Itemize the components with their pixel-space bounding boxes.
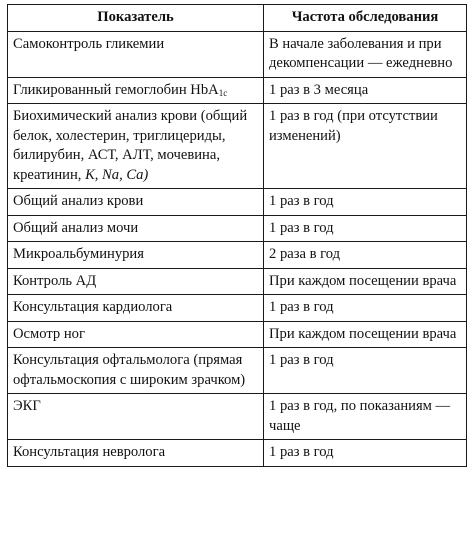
table-row xyxy=(8,321,467,348)
table-body xyxy=(8,31,467,466)
table-row xyxy=(8,394,467,440)
indicator-cell: Консультация кардиолога xyxy=(8,295,264,322)
frequency-cell: При каждом посещении врача xyxy=(264,268,467,295)
header-row xyxy=(8,5,467,32)
table-row xyxy=(8,77,467,104)
indicator-cell: Консультация невролога xyxy=(8,440,264,467)
indicator-cell: ЭКГ xyxy=(8,394,264,440)
indicator-cell xyxy=(8,104,264,189)
indicator-italic-text: К, Na, Ca) xyxy=(85,166,149,183)
indicator-cell: Общий анализ мочи xyxy=(8,215,264,242)
indicator-cell: Микроальбуминурия xyxy=(8,242,264,269)
frequency-cell: 1 раз в год xyxy=(264,189,467,216)
frequency-cell: 1 раз в год, по показаниям — чаще xyxy=(264,394,467,440)
indicator-cell: Самоконтроль гликемии xyxy=(8,31,264,77)
monitoring-table xyxy=(7,4,467,467)
indicator-cell xyxy=(8,77,264,104)
frequency-cell: 1 раз в год xyxy=(264,295,467,322)
frequency-cell: 1 раз в год xyxy=(264,348,467,394)
table-header xyxy=(8,5,467,32)
table-row xyxy=(8,295,467,322)
frequency-cell: В начале заболевания и при декомпенсации — ежедневно xyxy=(264,31,467,77)
header-frequency: Частота обследования xyxy=(264,5,467,32)
table-row xyxy=(8,440,467,467)
table-row xyxy=(8,31,467,77)
indicator-text: Гликированный гемоглобин HbA xyxy=(13,81,219,98)
table-row xyxy=(8,348,467,394)
table-row xyxy=(8,104,467,189)
header-indicator: Показатель xyxy=(8,5,264,32)
frequency-cell: При каждом посещении врача xyxy=(264,321,467,348)
table-row xyxy=(8,189,467,216)
frequency-cell: 1 раз в год xyxy=(264,440,467,467)
table-row xyxy=(8,242,467,269)
indicator-cell: Консультация офтальмолога (прямая офтальмоскопия с широким зрачком) xyxy=(8,348,264,394)
frequency-cell: 1 раз в 3 месяца xyxy=(264,77,467,104)
indicator-text: Биохимический анализ крови (общий белок, холестерин, триглицериды, билирубин, АСТ, АЛТ, мочевина, креатинин, xyxy=(13,108,248,183)
subscript-text: 1c xyxy=(218,87,228,98)
indicator-cell: Общий анализ крови xyxy=(8,189,264,216)
frequency-cell: 2 раза в год xyxy=(264,242,467,269)
table-row xyxy=(8,268,467,295)
frequency-cell: 1 раз в год (при отсутствии изменений) xyxy=(264,104,467,189)
frequency-cell: 1 раз в год xyxy=(264,215,467,242)
indicator-cell: Осмотр ног xyxy=(8,321,264,348)
table-row xyxy=(8,215,467,242)
indicator-cell: Контроль АД xyxy=(8,268,264,295)
